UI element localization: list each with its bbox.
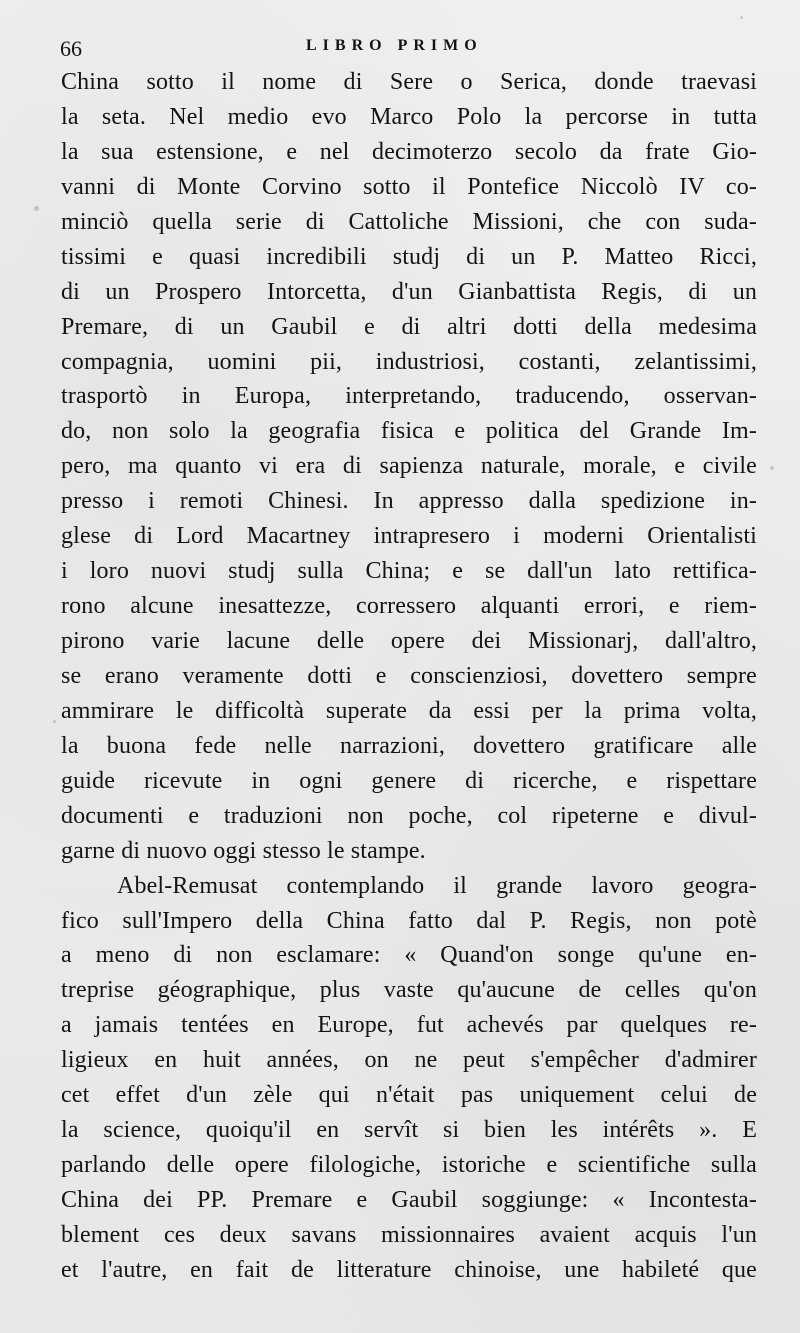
text-line: di un Prospero Intorcetta, d'un Gianbattista Regis, di un — [61, 278, 757, 305]
text-line: vanni di Monte Corvino sotto il Pontefice Niccolò IV co- — [61, 173, 757, 200]
text-line: documenti e traduzioni non poche, col ripeterne e divul- — [61, 802, 757, 829]
text-line: presso i remoti Chinesi. In appresso dalla spedizione in- — [61, 488, 757, 515]
page-header — [56, 34, 762, 64]
page-number: 66 — [60, 36, 82, 61]
text-line: trasportò in Europa, interpretando, traducendo, osservan- — [61, 383, 757, 410]
text-line: China dei PP. Premare e Gaubil soggiunge: « Incontesta- — [61, 1187, 757, 1213]
text-line: ligieux en huit années, on ne peut s'empêcher d'admirer — [61, 1047, 757, 1074]
paragraph-end-line: garne di nuovo oggi stesso le stampe. — [61, 837, 426, 864]
text-line: a meno di non esclamare: « Quand'on songe qu'une en- — [61, 942, 757, 969]
text-line: glese di Lord Macartney intrapresero i moderni Orientalisti — [61, 523, 757, 550]
paper-speck — [770, 466, 774, 470]
text-line: et l'autre, en fait de litterature chinoise, une habileté que — [61, 1256, 757, 1283]
text-line: la science, quoiqu'il en servît si bien les intérêts ». E — [61, 1117, 757, 1144]
text-line: do, non solo la geografia fisica e politica del Grande Im- — [61, 418, 757, 445]
text-line: pirono varie lacune delle opere dei Missionarj, dall'altro, — [61, 628, 757, 654]
text-line: la buona fede nelle narrazioni, dovettero gratificare alle — [61, 732, 757, 759]
text-line: Premare, di un Gaubil e di altri dotti della medesima — [61, 313, 757, 340]
text-line: pero, ma quanto vi era di sapienza naturale, morale, e civile — [61, 453, 757, 480]
paper-speck — [34, 206, 39, 211]
text-line: blement ces deux savans missionnaires avaient acquis l'un — [61, 1221, 757, 1248]
paper-speck — [53, 720, 56, 723]
text-line: i loro nuovi studj sulla China; e se dall'un lato rettifica- — [61, 558, 757, 585]
text-line: China sotto il nome di Sere o Serica, donde traevasi — [61, 69, 757, 95]
main-text-block — [61, 65, 757, 1288]
text-line: ammirare le difficoltà superate da essi per la prima volta, — [61, 697, 757, 724]
text-line: treprise géographique, plus vaste qu'aucune de celles qu'on — [61, 977, 757, 1004]
text-line: la seta. Nel medio evo Marco Polo la percorse in tutta — [61, 103, 757, 130]
paragraph-start-line: Abel-Remusat contemplando il grande lavoro geogra- — [117, 872, 757, 899]
text-line: guide ricevute in ogni genere di ricerche, e rispettare — [61, 767, 757, 794]
text-line: tissimi e quasi incredibili studj di un P. Matteo Ricci, — [61, 243, 757, 270]
text-line: cet effet d'un zèle qui n'était pas uniquement celui de — [61, 1082, 757, 1109]
text-line: parlando delle opere filologiche, istoriche e scientifiche sulla — [61, 1152, 757, 1179]
text-line: minciò quella serie di Cattoliche Missioni, che con suda- — [61, 208, 757, 235]
running-head: LIBRO PRIMO — [306, 37, 483, 54]
text-line: rono alcune inesattezze, corressero alquanti errori, e riem- — [61, 593, 757, 620]
text-line: a jamais tentées en Europe, fut achevés par quelques re- — [61, 1012, 757, 1039]
text-line: la sua estensione, e nel decimoterzo secolo da frate Gio- — [61, 138, 757, 165]
text-line: fico sull'Impero della China fatto dal P. Regis, non potè — [61, 907, 757, 934]
text-line: se erano veramente dotti e conscienziosi, dovettero sempre — [61, 662, 757, 689]
text-line: compagnia, uomini pii, industriosi, costanti, zelantissimi, — [61, 348, 757, 375]
paper-speck — [740, 16, 743, 19]
